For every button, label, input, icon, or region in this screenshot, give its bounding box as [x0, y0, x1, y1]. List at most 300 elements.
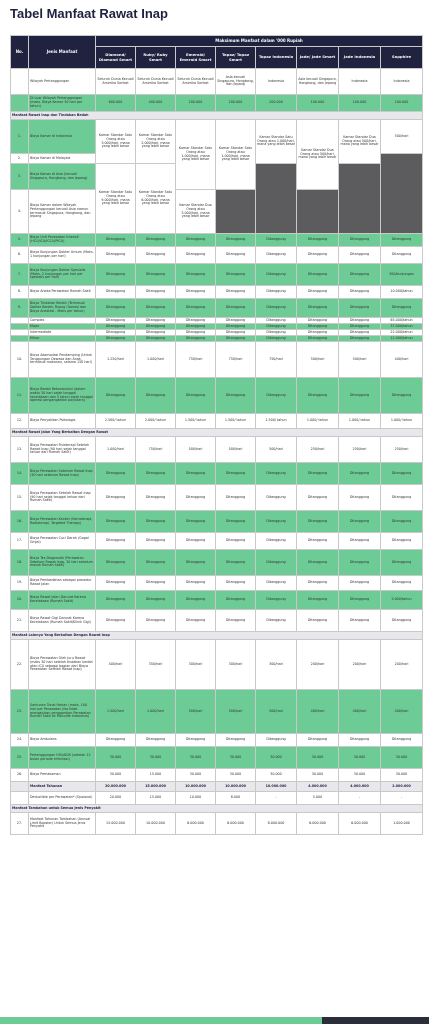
table-row: [11, 533, 423, 550]
table-row: [11, 576, 423, 591]
row-value: Ditanggung: [216, 511, 256, 533]
kamar-jade: Kamar Standar Dua Orang atau 500/hari, mana yang lebih besar: [297, 120, 339, 190]
row-value: Ditanggung: [216, 463, 256, 485]
plan-header: Ruby/ Ruby Smart: [136, 47, 176, 69]
header-jenis: Jenis Manfaat: [29, 36, 96, 69]
row-value: Ditanggung: [297, 511, 339, 533]
row-value: 30.000: [297, 769, 339, 782]
row-value: 200/hari: [339, 640, 381, 690]
row-value: 400.000: [136, 95, 176, 112]
row-value: 1.500/ tahun: [216, 414, 256, 429]
row-value: Ditanggung: [176, 318, 216, 324]
row-value: 30.000: [256, 747, 297, 769]
table-row: [11, 747, 423, 769]
section-title: Manfaat Tambahan untuk Semua Jenis Penyakit: [11, 805, 423, 813]
row-value: 30.000: [339, 769, 381, 782]
row-value: 30.000: [96, 747, 136, 769]
row-value: 600.000: [96, 95, 136, 112]
row-value: 250/hari: [339, 437, 381, 463]
table-row: [11, 640, 423, 690]
row-value: Ditanggung: [216, 234, 256, 247]
row-value: Ditanggung: [96, 610, 136, 632]
row-value: 1.000/hari: [136, 342, 176, 378]
row-value: Ditanggung: [96, 234, 136, 247]
row-number: 27.: [11, 813, 29, 835]
row-value: 1.000.000: [381, 813, 423, 835]
row-value: 10.000/tahun: [381, 286, 423, 299]
row-value: Ditanggung: [176, 234, 216, 247]
row-value: Ditanggung: [96, 299, 136, 318]
row-label: Biaya Pembedahan sebagai prosedur Rawat Jalan: [29, 576, 96, 591]
row-value: Ditanggung: [297, 286, 339, 299]
row-number: 6.: [11, 247, 29, 264]
row-value: Ditanggung: [297, 378, 339, 414]
row-number: 24.: [11, 734, 29, 747]
row-label: Biaya Akomodasi Pendamping (Untuk Tanggungan Dewasa dan Anak, termasuk makanan, selama 150 hari): [29, 342, 96, 378]
row-value: 1.000/ tahun: [381, 414, 423, 429]
row-value: Ditanggung: [136, 234, 176, 247]
section-header: [11, 805, 423, 813]
row-value: Ditanggung: [176, 264, 216, 286]
kamar-topaz: Kamar Standar Satu Orang atau 1.000/hari, mana yang lebih besar: [216, 120, 256, 190]
row-value: Ditanggung: [256, 378, 297, 414]
row-label: Deductible per Perawatan* (Opsional): [29, 792, 96, 805]
row-number: 8.: [11, 286, 29, 299]
row-value: Ditanggung: [297, 264, 339, 286]
row-value: 5.000: [297, 792, 339, 805]
row-value: 750/hari: [216, 342, 256, 378]
row-value: Ditanggung: [381, 299, 423, 318]
row-value: 15.000: [136, 769, 176, 782]
row-value: Ditanggung: [381, 234, 423, 247]
row-number: 25.: [11, 747, 29, 769]
row-label: Manfaat Tahunan Tambahan (Annual Limit Booster) Untuk Semua Jenis Penyakit: [29, 813, 96, 835]
row-value: 400/hari: [96, 640, 136, 690]
row-value: Ditanggung: [216, 550, 256, 576]
row-value: Ditanggung: [216, 378, 256, 414]
row-label: Biaya Perawatan Cuci Darah (Gagal Ginjal): [29, 533, 96, 550]
row-value: 6.000.000: [339, 813, 381, 835]
row-value: Ditanggung: [216, 485, 256, 511]
row-value: 300/kunjungan: [381, 264, 423, 286]
row-value: 30.000: [256, 769, 297, 782]
row-label: Di Luar Wilayah Pertanggungan (maks. Biaya Kamar 30 hari per tahun): [29, 95, 96, 112]
section-header: [11, 429, 423, 437]
table-row: [11, 414, 423, 429]
row-value: 400/hari: [381, 690, 423, 734]
plan-header: Jade/ Jade Smart: [297, 47, 339, 69]
row-value: Ditanggung: [381, 511, 423, 533]
row-value: Ditanggung: [96, 485, 136, 511]
row-value: Ditanggung: [256, 324, 297, 330]
row-value: -: [256, 792, 297, 805]
row-value: Ditanggung: [339, 264, 381, 286]
kamar-emerald-luar: Kamar Standar Dua Orang atau 3.000/hari, mana yang lebih besar: [176, 190, 216, 234]
row-label: Pertanggungan HIV/AIDS (setelah 12 bulan periode eliminasi): [29, 747, 96, 769]
row-value: Ditanggung: [176, 610, 216, 632]
row-value: 250/hari: [297, 437, 339, 463]
row-number: [11, 792, 29, 805]
row-value: Ditanggung: [339, 324, 381, 330]
row-value: Ditanggung: [176, 550, 216, 576]
row-value: Ditanggung: [216, 336, 256, 342]
row-label: Manfaat Tahunan: [29, 782, 96, 792]
row-value: 750/hari: [256, 342, 297, 378]
row-label: Biaya Rawat Jalan Darurat Karena Kecelakaan (Rumah Sakit): [29, 591, 96, 610]
row-value: Ditanggung: [216, 533, 256, 550]
row-value: Ditanggung: [297, 576, 339, 591]
row-value: 200/hari: [297, 640, 339, 690]
row-value: 10.000.000: [256, 782, 297, 792]
row-value: Ditanggung: [297, 318, 339, 324]
row-label: Santunan Tunai Harian (maks. 100 hari per Perawatan jika tidak mengajukan penggantian Perawatan Rumah Sakit ke Manulife Indonesia): [29, 690, 96, 734]
plan-header: Emerald/ Emerald Smart: [176, 47, 216, 69]
row-value: 1.500/ tahun: [256, 414, 297, 429]
row-value: 6.000.000: [297, 813, 339, 835]
row-value: Ditanggung: [381, 247, 423, 264]
not-covered-cell: [256, 164, 297, 234]
row-value: 10.000.000: [136, 813, 176, 835]
row-value: 200/hari: [381, 640, 423, 690]
row-value: 10.000: [176, 792, 216, 805]
row-number: 23.: [11, 690, 29, 734]
row-value: Ditanggung: [96, 463, 136, 485]
row-label: Biaya Perawatan Sebelum Rawat Inap (30 hari sebelum Rawat Inap): [29, 463, 96, 485]
row-value: Ditanggung: [176, 299, 216, 318]
row-value: 8.000.000: [256, 813, 297, 835]
row-number: 12.: [11, 414, 29, 429]
row-value: 30.000: [339, 747, 381, 769]
row-value: Ditanggung: [216, 264, 256, 286]
row-value: Ditanggung: [96, 336, 136, 342]
row-value: Ditanggung: [381, 533, 423, 550]
row-value: Ditanggung: [96, 378, 136, 414]
row-value: 1.500/ tahun: [176, 414, 216, 429]
row-value: 10.000.000: [216, 782, 256, 792]
row-value: 400/hari: [297, 690, 339, 734]
row-value: Ditanggung: [136, 247, 176, 264]
row-value: 30.000: [136, 747, 176, 769]
row-value: Ditanggung: [381, 550, 423, 576]
row-value: Seluruh Dunia Kecuali Amerika Serikat: [176, 69, 216, 95]
row-value: 65.000/tahun: [381, 318, 423, 324]
table-row: [11, 769, 423, 782]
row-value: Ditanggung: [176, 336, 216, 342]
row-value: Ditanggung: [136, 591, 176, 610]
row-value: Ditanggung: [297, 550, 339, 576]
row-value: Ditanggung: [381, 734, 423, 747]
row-value: Ditanggung: [216, 286, 256, 299]
row-value: Ditanggung: [176, 378, 216, 414]
kamar-jade-indonesia: Kamar Standar Dua Orang atau 500/hari, mana yang lebih besar: [339, 120, 381, 164]
row-value: 1.000/hari: [136, 690, 176, 734]
row-value: 30.000: [297, 747, 339, 769]
table-row: [11, 782, 423, 792]
row-value: 30.000: [176, 747, 216, 769]
row-value: Ditanggung: [381, 485, 423, 511]
row-value: -: [339, 792, 381, 805]
row-label: Biaya Perawatan Setelah Rawat Inap (90 hari sejak tanggal keluar dari Rumah Sakit): [29, 485, 96, 511]
row-value: Ditanggung: [339, 591, 381, 610]
row-value: Ditanggung: [339, 234, 381, 247]
row-value: Ditanggung: [96, 591, 136, 610]
row-value: 15.000: [136, 792, 176, 805]
row-value: Ditanggung: [339, 378, 381, 414]
page-title: Tabel Manfaat Rawat Inap: [10, 6, 168, 21]
table-row: [11, 511, 423, 533]
row-label: Biaya Tindakan Bedah (Termasuk Dokter Bedah, Ruang Operasi dan Biaya Anestesi - Maks per tahun): [29, 299, 96, 318]
row-value: Ditanggung: [136, 264, 176, 286]
benefit-table: [10, 35, 423, 835]
table-row: [11, 550, 423, 576]
row-value: Ditanggung: [176, 591, 216, 610]
row-number: [11, 69, 29, 95]
row-value: 100.000: [381, 95, 423, 112]
table-row: [11, 591, 423, 610]
row-value: Ditanggung: [256, 318, 297, 324]
row-value: 30.000: [381, 747, 423, 769]
row-value: Ditanggung: [297, 324, 339, 330]
row-value: 300/hari: [216, 640, 256, 690]
row-value: Ditanggung: [256, 299, 297, 318]
section-title: Manfaat Rawat Inap dan Tindakan Bedah: [11, 112, 423, 120]
row-value: Ditanggung: [381, 378, 423, 414]
row-value: Ditanggung: [256, 463, 297, 485]
row-value: Ditanggung: [256, 336, 297, 342]
row-value: 400/hari: [339, 690, 381, 734]
row-number: 19.: [11, 576, 29, 591]
table-row: [11, 247, 423, 264]
row-number: 20.: [11, 591, 29, 610]
table-row: [11, 264, 423, 286]
row-number: 9.: [11, 299, 29, 318]
row-number: 11.: [11, 378, 29, 414]
row-value: 37.000/tahun: [381, 324, 423, 330]
row-number: 1.: [11, 120, 29, 154]
row-value: 15.000.000: [96, 813, 136, 835]
row-value: Ditanggung: [256, 610, 297, 632]
kamar-emerald: Kamar Standar Satu Orang atau 1.000/hari, mana yang lebih besar: [176, 120, 216, 190]
plan-header: Topaz/ Topaz Smart: [216, 47, 256, 69]
row-value: 8.000.000: [176, 813, 216, 835]
row-value: 2.000.000: [381, 782, 423, 792]
row-value: 500/hari: [216, 437, 256, 463]
row-value: Ditanggung: [256, 576, 297, 591]
row-value: Ditanggung: [216, 324, 256, 330]
row-value: Ditanggung: [136, 318, 176, 324]
row-value: Ditanggung: [381, 610, 423, 632]
row-value: Ditanggung: [256, 533, 297, 550]
row-value: Ditanggung: [176, 485, 216, 511]
not-covered-cell: [381, 154, 423, 234]
row-value: 500/hari: [297, 342, 339, 378]
section-title: Manfaat Lainnya Yang Berkaitan Dengan Rawat Inap: [11, 632, 423, 640]
row-value: Ditanggung: [339, 610, 381, 632]
row-value: Ditanggung: [176, 463, 216, 485]
row-value: Ditanggung: [256, 264, 297, 286]
row-value: 30.000: [216, 769, 256, 782]
row-value: 1.500/hari: [96, 690, 136, 734]
row-value: Ditanggung: [256, 485, 297, 511]
row-value: Ditanggung: [256, 330, 297, 336]
row-value: Ditanggung: [339, 550, 381, 576]
table-row: [11, 690, 423, 734]
row-value: 30.000: [381, 769, 423, 782]
table-row: [11, 463, 423, 485]
table-row: [11, 342, 423, 378]
plan-header: Topaz Indonesia: [256, 47, 297, 69]
row-value: Indonesia: [381, 69, 423, 95]
row-number: 16.: [11, 511, 29, 533]
row-label: Complex: [29, 318, 96, 324]
row-number: 15.: [11, 485, 29, 511]
row-value: Ditanggung: [256, 734, 297, 747]
not-covered-cell: [339, 164, 381, 234]
plan-header: Sapphire: [381, 47, 423, 69]
row-value: Ditanggung: [216, 734, 256, 747]
row-value: Ditanggung: [176, 511, 216, 533]
row-value: Ditanggung: [297, 299, 339, 318]
not-covered-cell: [297, 190, 339, 234]
row-value: -: [381, 792, 423, 805]
row-label: Biaya Kunjungan Dokter Umum (Maks. 1 kunjungan per hari): [29, 247, 96, 264]
row-label: Biaya Bedah Rekonstruksi (dalam waktu 30 hari sejak tanggal kecelakaan dan 5 tahun sejak tanggal operasi pengangkatan payudara): [29, 378, 96, 414]
row-value: 30.000: [216, 747, 256, 769]
row-value: Ditanggung: [136, 324, 176, 330]
row-value: Ditanggung: [297, 591, 339, 610]
row-value: Ditanggung: [136, 330, 176, 336]
row-value: Ditanggung: [256, 591, 297, 610]
kamar-sapphire: 500/hari: [381, 120, 423, 154]
row-value: 10.000.000: [176, 782, 216, 792]
row-label: Biaya Kamar di Malaysia: [29, 154, 96, 164]
row-value: Ditanggung: [96, 511, 136, 533]
row-value: 8.000: [216, 792, 256, 805]
row-value: Ditanggung: [176, 533, 216, 550]
section-header: [11, 632, 423, 640]
row-value: 300/hari: [176, 640, 216, 690]
row-value: 8.000.000: [216, 813, 256, 835]
row-number: 10.: [11, 342, 29, 378]
row-value: 20.000: [96, 792, 136, 805]
row-value: Ditanggung: [96, 734, 136, 747]
row-value: Indonesia: [256, 69, 297, 95]
row-value: Ditanggung: [176, 324, 216, 330]
row-value: Ditanggung: [96, 533, 136, 550]
table-row: [11, 485, 423, 511]
row-value: Ditanggung: [339, 336, 381, 342]
row-label: Minor: [29, 336, 96, 342]
table-row: [11, 299, 423, 318]
row-value: Ditanggung: [136, 533, 176, 550]
row-value: 1.000/ tahun: [339, 414, 381, 429]
header-no: No.: [11, 36, 29, 69]
row-value: 500/hari: [339, 342, 381, 378]
row-value: 11.000/tahun: [381, 336, 423, 342]
kamar-diamond-asia: Kamar Standar Satu Orang atau 9.000/hari, mana yang lebih besar: [96, 164, 136, 234]
row-value: 500/hari: [256, 437, 297, 463]
row-value: 200.000: [176, 95, 216, 112]
row-number: 26.: [11, 769, 29, 782]
row-value: 200.000: [256, 95, 297, 112]
row-value: 1.000/ tahun: [297, 414, 339, 429]
row-value: Ditanggung: [96, 318, 136, 324]
table-row: [11, 437, 423, 463]
row-value: Ditanggung: [256, 234, 297, 247]
row-value: Ditanggung: [136, 610, 176, 632]
row-value: Ditanggung: [216, 330, 256, 336]
row-value: Ditanggung: [297, 247, 339, 264]
row-value: Ditanggung: [216, 318, 256, 324]
row-value: Ditanggung: [256, 247, 297, 264]
row-number: 5.: [11, 234, 29, 247]
row-value: Ditanggung: [339, 247, 381, 264]
row-label: Biaya Perawatan Kanker (Kemoterapi, Radioterapi, Targeted Therapy): [29, 511, 96, 533]
row-value: Ditanggung: [96, 330, 136, 336]
row-value: Indonesia: [339, 69, 381, 95]
row-value: Ditanggung: [339, 533, 381, 550]
row-value: 30.000: [176, 769, 216, 782]
row-value: 500/hari: [256, 690, 297, 734]
row-value: 250/hari: [381, 437, 423, 463]
row-number: 18.: [11, 550, 29, 576]
row-value: Asia kecuali Singapura, Hongkong, dan Jepang: [216, 69, 256, 95]
row-value: 20.000.000: [96, 782, 136, 792]
row-value: 750/hari: [136, 437, 176, 463]
row-number: 7.: [11, 264, 29, 286]
row-value: 15.000.000: [136, 782, 176, 792]
row-value: Ditanggung: [339, 330, 381, 336]
row-value: Ditanggung: [256, 511, 297, 533]
plan-header: Jade Indonesia: [339, 47, 381, 69]
row-value: Ditanggung: [136, 299, 176, 318]
row-value: Ditanggung: [216, 247, 256, 264]
row-number: 3.: [11, 164, 29, 190]
row-value: Ditanggung: [216, 610, 256, 632]
row-value: Ditanggung: [136, 463, 176, 485]
table-row: [11, 610, 423, 632]
row-value: Ditanggung: [339, 463, 381, 485]
row-value: 100.000: [297, 95, 339, 112]
row-value: Ditanggung: [256, 550, 297, 576]
row-value: Ditanggung: [176, 576, 216, 591]
row-value: Ditanggung: [381, 463, 423, 485]
row-value: Ditanggung: [297, 485, 339, 511]
row-number: 14.: [11, 463, 29, 485]
row-value: Ditanggung: [256, 286, 297, 299]
row-label: Intermediate: [29, 330, 96, 336]
row-value: Ditanggung: [339, 286, 381, 299]
row-value: Ditanggung: [96, 247, 136, 264]
row-value: Ditanggung: [136, 286, 176, 299]
table-row: [11, 813, 423, 835]
row-value: Ditanggung: [216, 591, 256, 610]
table-row: [11, 234, 423, 247]
row-value: 1.000/hari: [96, 437, 136, 463]
row-number: [11, 95, 29, 112]
section-header: [11, 112, 423, 120]
row-number: 21.: [11, 610, 29, 632]
header-maksimum: Maksimum Manfaat dalam '000 Rupiah: [96, 36, 423, 47]
table-row: [11, 120, 423, 154]
row-value: Ditanggung: [136, 336, 176, 342]
row-value: Ditanggung: [176, 330, 216, 336]
row-value: Ditanggung: [339, 299, 381, 318]
kamar-ruby: Kamar Standar Satu Orang atau 2.000/hari, mana yang lebih besar: [136, 120, 176, 164]
row-value: Ditanggung: [96, 550, 136, 576]
row-value: 400/hari: [381, 342, 423, 378]
row-value: 4.000.000: [297, 782, 339, 792]
